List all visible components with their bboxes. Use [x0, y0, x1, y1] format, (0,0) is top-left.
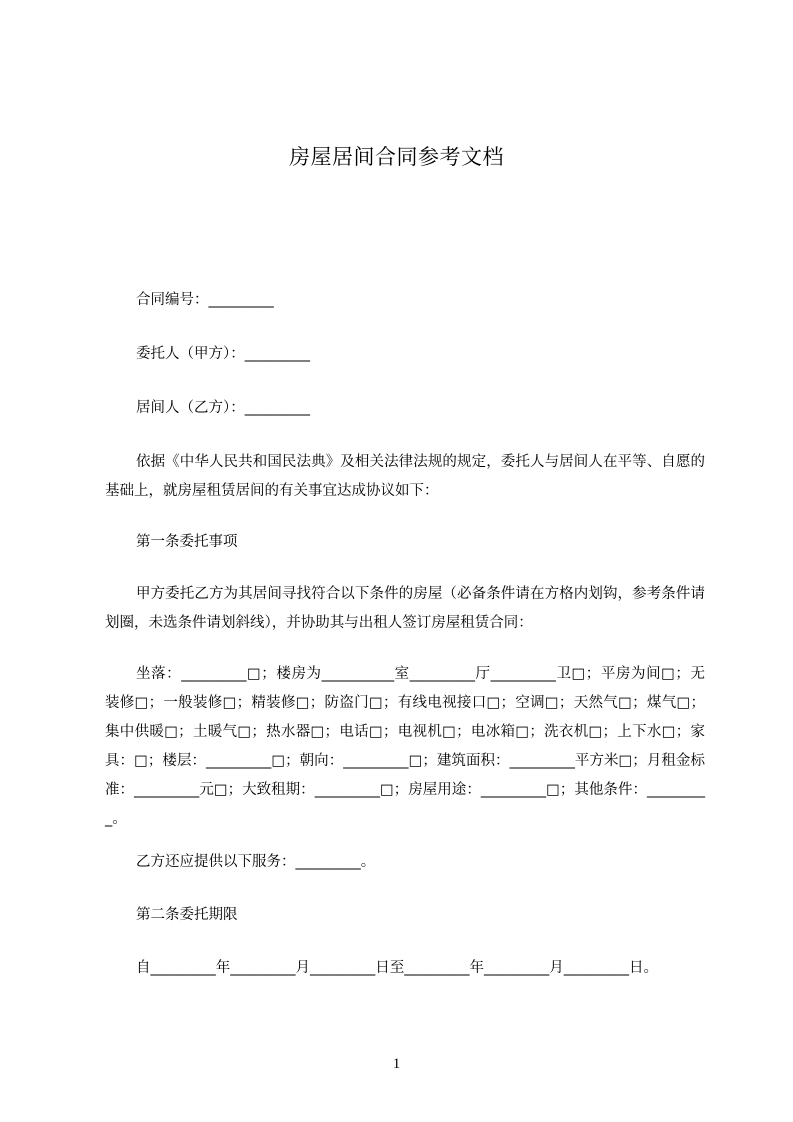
- house-conditions-paragraph: 坐落：_________□；楼房为__________室_________厅_________卫□；平房为间□；无装修□；一般装修□；精装修□；防盗门□；有线电视接口□；空调□；天然气□；煤气□；集中供暖□；土暖气□；热水器□；电话□；电视机□；电冰箱□；洗衣机□；上下水□；家具：□；楼层：_________□；朝向：_________□；建筑面积：_________平方米□；月租金标准：_________元□；大致租期：_________□；房屋用途：_________□；其他条件：_________。: [105, 666, 705, 827]
- page-number: 1: [392, 1056, 401, 1072]
- preamble-paragraph: 依据《中华人民共和国民法典》及相关法律法规的规定，委托人与居间人在平等、自愿的基础上，就房屋租赁居间的有关事宜达成协议如下：: [105, 454, 705, 499]
- article-2-heading: 第二条委托期限: [136, 907, 238, 923]
- services-line: 乙方还应提供以下服务：_________。: [136, 854, 376, 870]
- document-title: 房屋居间合同参考文档: [289, 145, 504, 169]
- party-a-line: 委托人（甲方）：_________: [136, 346, 310, 362]
- party-b-line: 居间人（乙方）：_________: [136, 400, 310, 416]
- term-line: 自_________年_________月_________日至_________年_________月_________日。: [136, 960, 658, 976]
- contract-number-line: 合同编号：_________: [136, 292, 274, 308]
- article-1-body: 甲方委托乙方为其居间寻找符合以下条件的房屋（必备条件请在方格内划钩，参考条件请划圈，未选条件请划斜线），并协助其与出租人签订房屋租赁合同：: [105, 586, 705, 631]
- article-1-heading: 第一条委托事项: [136, 534, 238, 550]
